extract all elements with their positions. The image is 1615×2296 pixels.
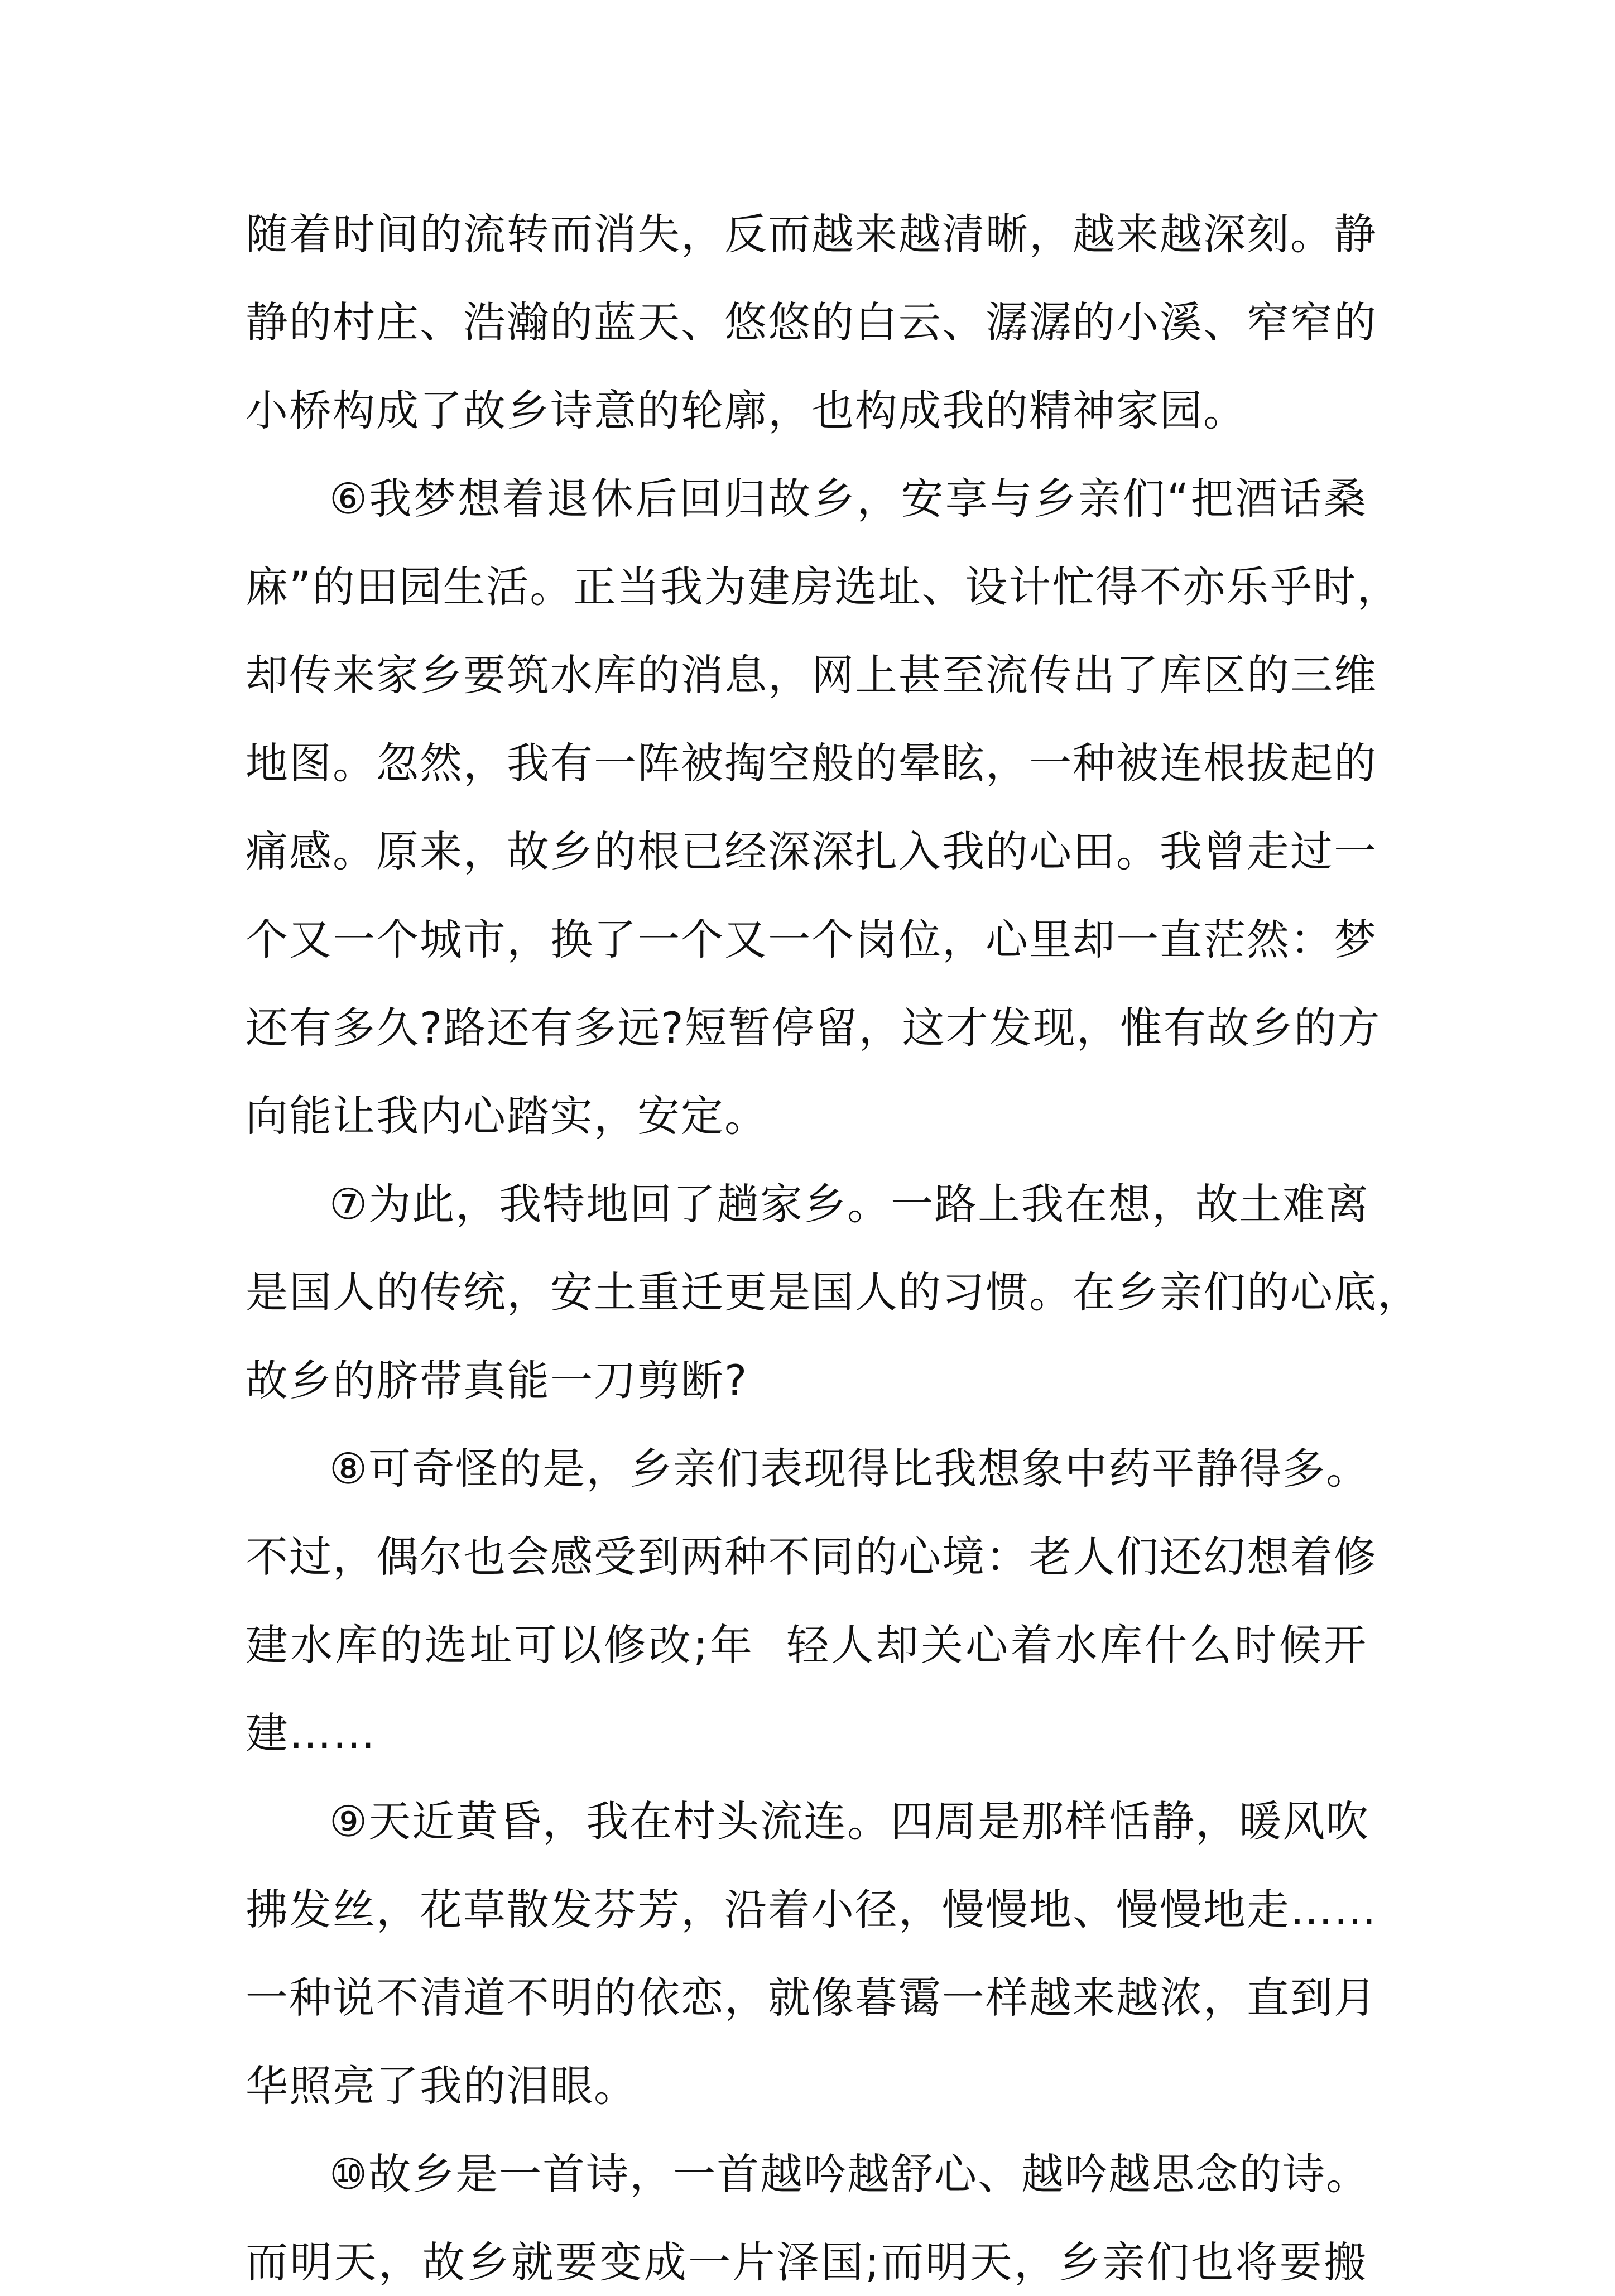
text-line: 建…… [246,1708,376,1758]
paragraph-6-start: ⑥我梦想着退休后回归故乡，安享与乡亲们“把酒话桑 [329,474,1367,523]
text-line: 麻”的田园生活。正当我为建房选址、设计忙得不亦乐乎时， [246,562,1401,612]
text-line: 华照亮了我的泪眼。 [246,2061,637,2111]
paragraph-9-start: ⑨天近黄昏，我在村头流连。四周是那样恬静，暖风吹 [329,1797,1370,1846]
paragraph-10-start: ⑩故乡是一首诗，一首越吟越舒心、越吟越思念的诗。 [329,2149,1370,2199]
text-line: 一种说不清道不明的依恋，就像暮霭一样越来越浓，直到月 [246,1973,1377,2023]
text-line: 故乡的脐带真能一刀剪断? [246,1356,748,1405]
text-line: 是国人的传统，安土重迁更是国人的习惯。在乡亲们的心底， [246,1267,1421,1317]
text-line: 向能让我内心踏实，安定。 [246,1091,768,1141]
text-line: 建水库的选址可以修改;年 轻人却关心着水库什么时候开 [246,1620,1367,1670]
text-line: 却传来家乡要筑水库的消息，网上甚至流传出了库区的三维 [246,650,1377,700]
text-line: 还有多久?路还有多远?短暂停留，这才发现，惟有故乡的方 [246,1003,1381,1053]
paragraph-7-start: ⑦为此，我特地回了趟家乡。一路上我在想，故土难离 [329,1179,1370,1229]
paragraph-8-start: ⑧可奇怪的是，乡亲们表现得比我想象中药平静得多。 [329,1444,1370,1493]
text-line: 不过，偶尔也会感受到两种不同的心境：老人们还幻想着修 [246,1532,1377,1582]
text-line: 个又一个城市，换了一个又一个岗位，心里却一直茫然：梦 [246,915,1377,964]
text-line: 地图。忽然，我有一阵被掏空般的晕眩，一种被连根拔起的 [246,738,1377,788]
text-line: 随着时间的流转而消失，反而越来越清晰，越来越深刻。静 [246,209,1377,259]
text-line: 痛感。原来，故乡的根已经深深扎入我的心田。我曾走过一 [246,827,1377,876]
text-line: 小桥构成了故乡诗意的轮廓，也构成我的精神家园。 [246,386,1247,435]
text-line: 拂发丝，花草散发芬芳，沿着小径，慢慢地、慢慢地走…… [246,1885,1377,1934]
text-line: 静的村庄、浩瀚的蓝天、悠悠的白云、潺潺的小溪、窄窄的 [246,297,1377,347]
text-line: 而明天，故乡就要变成一片泽国;而明天，乡亲们也将要搬 [246,2237,1367,2287]
